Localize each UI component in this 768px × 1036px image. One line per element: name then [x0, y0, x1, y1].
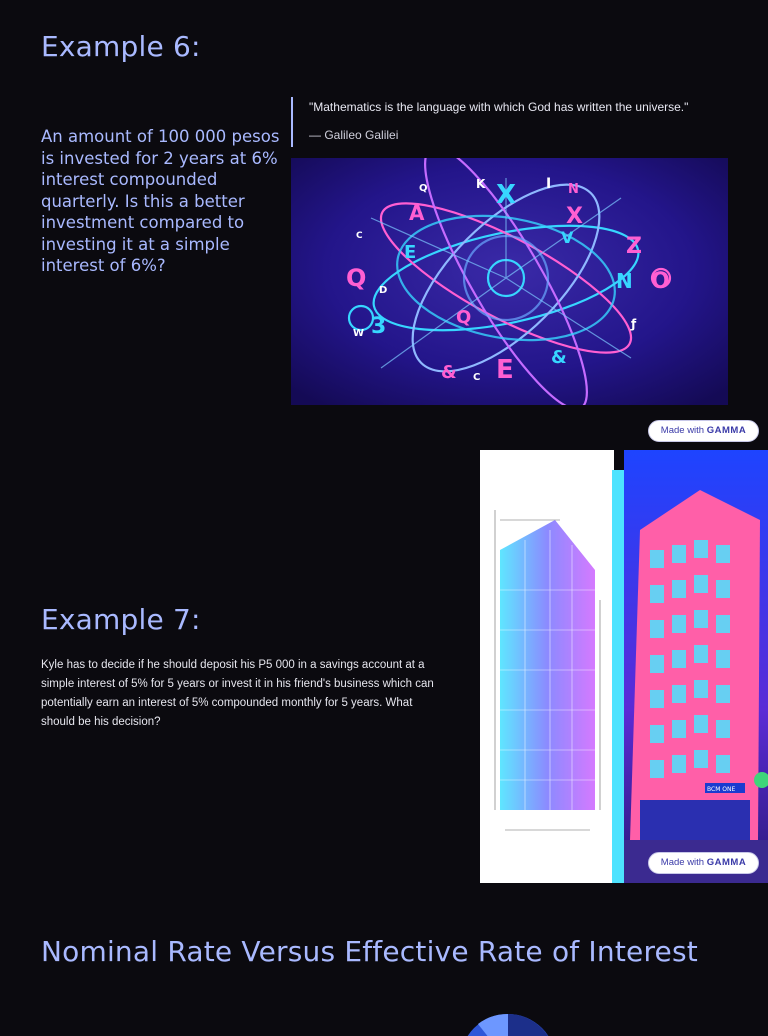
example-7-problem: Kyle has to decide if he should deposit his P5 000 in a savings account at a simple interest of 5% for 5 years or invest it in his friend's business which can potentially earn an interest of 5% compounded monthly for 5 years. What should be his decision?: [41, 659, 434, 728]
quote-author: — Galileo Galilei: [309, 128, 399, 142]
svg-text:C: C: [356, 231, 363, 241]
example-6-problem: An amount of 100 000 pesos is invested for 2 years at 6% interest compounded quarterly. Is this a better investment compared to investing it at a simple interest of 6%?: [41, 127, 280, 275]
svg-text:X: X: [566, 204, 583, 229]
partial-chart-graphic: [458, 1012, 558, 1036]
quote-text: "Mathematics is the language with which God has written the universe.": [309, 100, 689, 114]
svg-text:D: D: [379, 285, 388, 296]
made-with-gamma-badge[interactable]: [648, 852, 759, 874]
svg-text:X: X: [496, 180, 517, 210]
badge-prefix: Made with: [660, 425, 705, 436]
svg-text:Q: Q: [419, 183, 428, 194]
example-7-title: Example 7:: [41, 603, 201, 636]
math-symbols-orbit-image: [291, 158, 728, 405]
building-sign: BCM ONE: [707, 786, 736, 793]
building-blueprint-image: [480, 450, 768, 883]
svg-text:&: &: [551, 347, 567, 368]
badge-brand: GAMMA: [706, 425, 747, 436]
svg-text:W: W: [353, 328, 365, 339]
svg-text:Q: Q: [346, 264, 367, 292]
svg-text:I: I: [546, 176, 552, 192]
made-with-gamma-badge[interactable]: [648, 420, 759, 442]
svg-text:Z: Z: [626, 234, 642, 259]
example-6-title: Example 6:: [41, 30, 201, 63]
svg-text:&: &: [441, 362, 457, 383]
svg-text:E: E: [496, 355, 514, 385]
section-title: Nominal Rate Versus Effective Rate of Interest: [41, 935, 698, 968]
svg-text:N: N: [616, 269, 633, 293]
badge-prefix: Made with: [660, 857, 705, 868]
svg-text:A: A: [409, 201, 425, 225]
svg-text:C: C: [473, 372, 481, 383]
quote-block: [291, 97, 688, 147]
svg-text:N: N: [568, 182, 579, 197]
svg-text:Q: Q: [456, 307, 472, 328]
svg-text:ƒ: ƒ: [631, 317, 637, 331]
svg-text:V: V: [561, 228, 574, 247]
svg-text:3: 3: [371, 314, 387, 339]
badge-brand: GAMMA: [706, 857, 747, 868]
svg-text:E: E: [404, 242, 417, 263]
svg-text:K: K: [476, 177, 486, 191]
svg-text:O: O: [651, 269, 670, 294]
